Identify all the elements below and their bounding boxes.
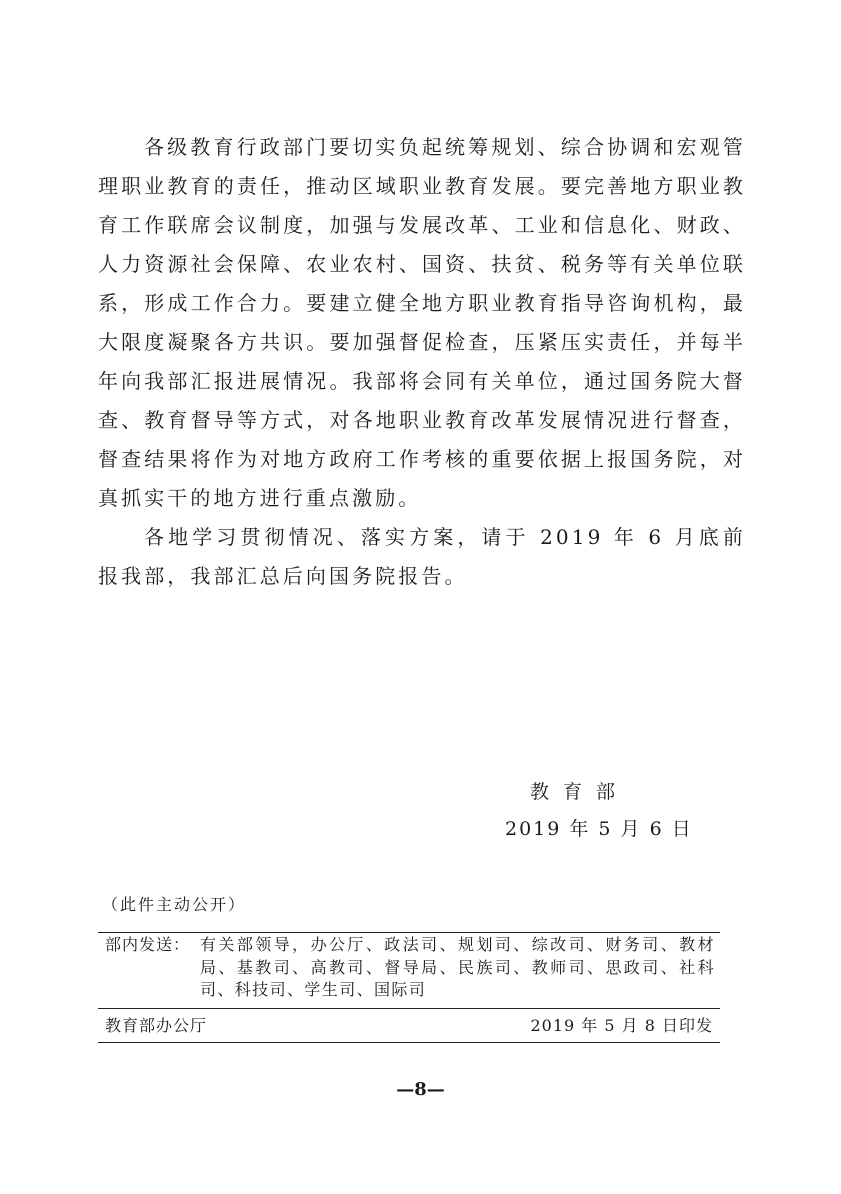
paragraph: 各级教育行政部门要切实负起统筹规划、综合协调和宏观管理职业教育的责任，推动区域职业教育发展。要完善地方职业教育工作联席会议制度，加强与发展改革、工业和信息化、财政、人力资源社会保障、农业农村、国资、扶贫、税务等有关单位联系，形成工作合力。要建立健全地方职业教育指导咨询机构，最大限度凝聚各方共识。要加强督促检查，压紧压实责任，并每半年向我部汇报进展情况。我部将会同有关单位，通过国务院大督查、教育督导等方式，对各地职业教育改革发展情况进行督查，督查结果将作为对地方政府工作考核的重要依据上报国务院，对真抓实干的地方进行重点激励。 <box>98 135 746 510</box>
page-number: —8— <box>396 1079 445 1100</box>
divider-top <box>98 932 720 933</box>
disclosure-note: （此件主动公开） <box>102 895 247 914</box>
signature-organization: 教育部 <box>530 781 630 803</box>
issue-date: 2019 年 5 月 8 日印发 <box>530 1016 713 1035</box>
divider-bottom <box>98 1042 720 1043</box>
distribution-list: 有关部领导，办公厅、政法司、规划司、综改司、财务司、教材局、基教司、高教司、督导局、民族司、教师司、思政司、社科司、科技司、学生司、国际司 <box>200 935 715 999</box>
distribution-label: 部内发送： <box>105 935 191 954</box>
paragraph: 各地学习贯彻情况、落实方案，请于 2019 年 6 月底前报我部，我部汇总后向国务院报告。 <box>98 525 746 588</box>
divider-middle <box>98 1008 720 1009</box>
issuer: 教育部办公厅 <box>105 1016 208 1035</box>
body-text <box>98 128 746 596</box>
signature-date: 2019 年 5 月 6 日 <box>505 818 693 840</box>
